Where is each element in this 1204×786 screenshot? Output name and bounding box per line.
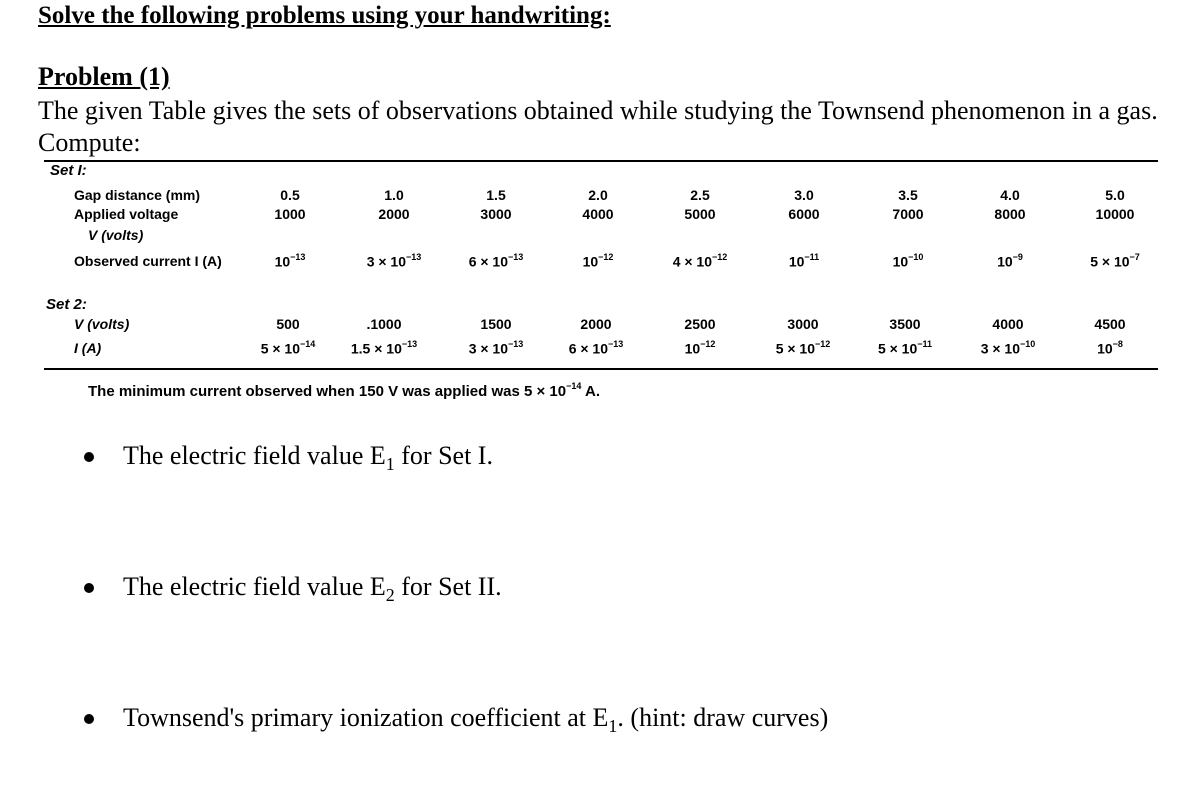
set1-current-cell-exponent: −13 xyxy=(508,252,524,262)
set1-gap-cell: 1.0 xyxy=(384,187,404,203)
set1-voltage-unit: V (volts) xyxy=(88,227,144,243)
set1-current-cell-exponent: −12 xyxy=(712,252,728,262)
task-1-text: The electric field value E xyxy=(123,441,386,470)
task-2-tail: for Set II. xyxy=(394,572,502,601)
set1-current-cell-coefficient: 10 xyxy=(582,253,599,270)
set2-current-cell-coefficient: 5 × 10 xyxy=(775,340,816,357)
note-text: The minimum current observed when 150 V was applied was 5 × 10 xyxy=(88,383,567,400)
task-3-subscript: 1 xyxy=(608,716,618,737)
set2-current-cell-exponent: −12 xyxy=(700,339,716,349)
set1-current-label: Observed current I (A) xyxy=(74,253,222,269)
minimum-current-note xyxy=(88,382,600,400)
bullet-2 xyxy=(84,583,94,593)
set2-current-cell-exponent: −13 xyxy=(508,339,524,349)
set1-gap-cell: 3.0 xyxy=(794,187,814,203)
set1-gap-cell: 4.0 xyxy=(1000,187,1020,203)
note-exponent: −14 xyxy=(566,381,582,391)
set1-current-cell-coefficient: 4 × 10 xyxy=(672,253,713,270)
set1-voltage-cell: 3000 xyxy=(480,206,512,222)
set2-voltage-cell: 4000 xyxy=(992,316,1024,332)
set1-voltage-cell: 6000 xyxy=(788,206,820,222)
set2-label: Set 2: xyxy=(46,296,87,313)
set1-voltage-cell: 8000 xyxy=(994,206,1026,222)
set1-current-cell-exponent: −7 xyxy=(1129,252,1140,262)
set2-current-cell-coefficient: 1.5 × 10 xyxy=(350,340,402,357)
set1-current-cell xyxy=(1070,253,1160,270)
set1-current-cell xyxy=(245,253,335,270)
set1-label: Set I: xyxy=(50,162,87,179)
note-unit: A. xyxy=(581,383,600,400)
set1-current-cell-exponent: −9 xyxy=(1012,252,1023,262)
set2-current-cell xyxy=(655,340,745,357)
set1-gap-cell: 3.5 xyxy=(898,187,918,203)
set1-voltage-cell: 1000 xyxy=(274,206,306,222)
task-1-subscript: 1 xyxy=(385,454,395,475)
set2-current-cell-coefficient: 3 × 10 xyxy=(468,340,509,357)
set1-voltage-cell: 5000 xyxy=(684,206,716,222)
set1-current-cell xyxy=(349,253,439,270)
table-top-rule xyxy=(44,160,1158,162)
set1-gap-label: Gap distance (mm) xyxy=(74,187,201,203)
set2-current-cell-exponent: −10 xyxy=(1020,339,1036,349)
set2-current-cell-exponent: −13 xyxy=(608,339,624,349)
bullet-1 xyxy=(84,452,94,462)
task-2-text: The electric field value E xyxy=(123,572,386,601)
set2-current-cell xyxy=(963,340,1053,357)
set1-current-cell-coefficient: 3 × 10 xyxy=(366,253,407,270)
set1-gap-cell: 5.0 xyxy=(1105,187,1125,203)
set1-current-cell-coefficient: 10 xyxy=(892,253,909,270)
set1-current-cell-exponent: −11 xyxy=(804,252,820,262)
set2-current-cell-exponent: −11 xyxy=(917,339,933,349)
problem-label: Problem (1) xyxy=(38,62,170,91)
set1-current-cell-coefficient: 10 xyxy=(274,253,291,270)
set2-current-cell xyxy=(1065,340,1155,357)
set2-voltage-cell: 2500 xyxy=(684,316,716,332)
set1-gap-cell: 0.5 xyxy=(280,187,300,203)
set2-current-cell xyxy=(758,340,848,357)
set1-current-cell-exponent: −10 xyxy=(908,252,924,262)
table-bottom-rule xyxy=(44,368,1158,370)
set2-current-cell xyxy=(860,340,950,357)
set2-voltage-cell: 4500 xyxy=(1094,316,1126,332)
set1-current-cell-coefficient: 6 × 10 xyxy=(468,253,509,270)
set1-current-cell xyxy=(759,253,849,270)
set2-current-cell-coefficient: 5 × 10 xyxy=(877,340,918,357)
set2-current-cell xyxy=(243,340,333,357)
set2-current-cell xyxy=(551,340,641,357)
set2-voltage-cell: 500 xyxy=(276,316,300,332)
set2-current-cell-exponent: −8 xyxy=(1112,339,1123,349)
problem-intro: The given Table gives the sets of observations obtained while studying the Townsend phenomenon in a gas. Compute: xyxy=(38,96,1158,157)
set1-current-cell-exponent: −13 xyxy=(406,252,422,262)
set2-current-cell-coefficient: 3 × 10 xyxy=(980,340,1021,357)
set1-voltage-label: Applied voltage xyxy=(74,206,179,222)
set2-current-label: I (A) xyxy=(74,340,102,356)
set2-voltage-cell: 3500 xyxy=(889,316,921,332)
set2-current-cell-exponent: −14 xyxy=(300,339,316,349)
set1-current-cell xyxy=(655,253,745,270)
set2-current-cell xyxy=(339,340,429,357)
set2-voltage-cell: 2000 xyxy=(580,316,612,332)
set1-current-cell xyxy=(553,253,643,270)
set2-current-cell-coefficient: 10 xyxy=(1097,340,1113,357)
set1-gap-cell: 2.0 xyxy=(588,187,608,203)
bullet-3 xyxy=(84,714,94,724)
set2-voltage-cell: .1000 xyxy=(366,316,402,332)
set1-current-cell xyxy=(965,253,1055,270)
set2-current-cell-exponent: −13 xyxy=(401,339,418,349)
set2-voltage-cell: 3000 xyxy=(787,316,819,332)
page-heading: Solve the following problems using your handwriting: xyxy=(38,2,611,29)
set1-current-cell xyxy=(863,253,953,270)
set2-current-cell-coefficient: 5 × 10 xyxy=(260,340,301,357)
set1-current-cell-coefficient: 5 × 10 xyxy=(1090,253,1130,270)
set1-current-cell-exponent: −13 xyxy=(290,252,306,262)
task-2 xyxy=(123,572,502,606)
task-3 xyxy=(123,703,828,737)
set1-current-cell-coefficient: 10 xyxy=(997,253,1013,270)
task-1 xyxy=(123,441,493,475)
task-1-tail: for Set I. xyxy=(394,441,493,470)
set1-current-cell-coefficient: 10 xyxy=(788,253,805,270)
set2-current-cell-coefficient: 10 xyxy=(684,340,701,357)
set1-voltage-cell: 4000 xyxy=(582,206,614,222)
set2-voltage-cell: 1500 xyxy=(480,316,512,332)
set1-voltage-cell: 2000 xyxy=(378,206,410,222)
set1-current-cell-exponent: −12 xyxy=(598,252,614,262)
set1-voltage-cell: 10000 xyxy=(1095,206,1135,222)
task-3-text: Townsend's primary ionization coefficient at E xyxy=(123,703,609,732)
set1-gap-cell: 1.5 xyxy=(486,187,506,203)
set2-current-cell xyxy=(451,340,541,357)
set1-gap-cell: 2.5 xyxy=(690,187,710,203)
set2-current-cell-exponent: −12 xyxy=(815,339,831,349)
set1-voltage-cell: 7000 xyxy=(892,206,924,222)
task-2-subscript: 2 xyxy=(385,585,395,606)
set1-current-cell xyxy=(451,253,541,270)
set2-current-cell-coefficient: 6 × 10 xyxy=(568,340,609,357)
set2-voltage-label: V (volts) xyxy=(74,316,130,332)
task-3-tail: . (hint: draw curves) xyxy=(617,703,829,732)
